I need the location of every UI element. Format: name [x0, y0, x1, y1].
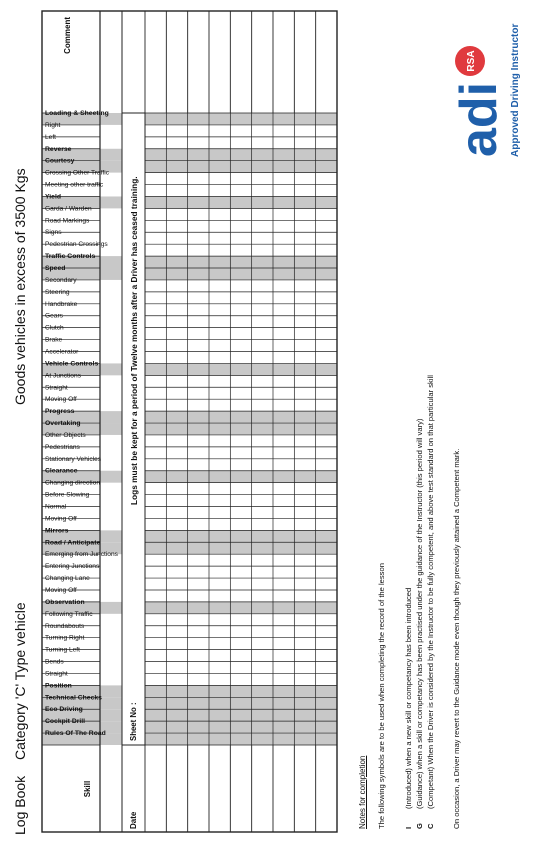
skill-label: Pedestrians [45, 443, 80, 451]
skill-label: Bends [45, 658, 64, 666]
symbol-i-text: (Introduced) when a new skill or competancy has been introduced [404, 587, 413, 809]
notes-intro: The following symbols are to be used when completing the record of the lesson [377, 563, 386, 829]
category-label: Reverse [45, 145, 72, 153]
skill-label: Turning Left [45, 646, 80, 654]
skill-label: Secondary [45, 276, 77, 284]
header-category: Category 'C' Type vehicle [12, 602, 28, 760]
header-goods-vehicles: Goods vehicles in excess of 3500 Kgs [12, 168, 28, 405]
category-column-fill [42, 709, 337, 721]
logo-tagline: Approved Driving Instructor [510, 23, 521, 157]
category-label: Loading & Sheeting [45, 110, 109, 117]
skill-label: Moving Off [45, 586, 77, 594]
skill-label: Clutch [45, 324, 64, 332]
skill-label: Brake [45, 336, 63, 344]
sheet-label: Sheet No : [129, 702, 138, 741]
category-label: Mirrors [45, 527, 69, 535]
symbol-g: G [415, 823, 424, 829]
category-label: Clearance [45, 467, 78, 475]
category-label: Road / Anticipate [45, 539, 101, 547]
skill-label: Changing Lane [45, 575, 90, 583]
skill-label: Moving Off [45, 515, 77, 523]
skill-label: Right [45, 121, 61, 129]
skill-label: Meeting other traffic [45, 181, 104, 189]
skill-label: Gears [45, 312, 63, 320]
comment-header: Comment [63, 17, 72, 54]
skill-label: Before Slowing [45, 491, 90, 499]
category-column-fill [42, 423, 337, 435]
skill-label: Following Traffic [45, 610, 93, 618]
date-label: Date [129, 811, 138, 829]
category-column-fill [42, 149, 337, 161]
adi-logo [440, 17, 530, 217]
skill-label: Left [45, 133, 56, 141]
category-column-fill [42, 268, 337, 280]
category-label: Observation [45, 598, 85, 606]
skill-label: Signs [45, 229, 62, 237]
skill-label: Straight [45, 670, 68, 678]
logo-badge-text: RSA [466, 50, 477, 72]
skill-label: Turning Right [45, 634, 85, 642]
category-label: Progress [45, 408, 75, 416]
skill-label: Entering Junctions [45, 563, 100, 571]
category-label: Technical Checks [45, 694, 102, 702]
category-label: Overtaking [45, 420, 81, 428]
skill-label: Road Markings [45, 217, 90, 225]
category-label: Vehicle Controls [45, 360, 99, 368]
skill-label: Normal [45, 503, 67, 511]
header-logbook: Log Book [12, 775, 28, 835]
skill-label: At Junctions [45, 372, 81, 380]
adi-logo-mark [440, 17, 530, 217]
training-banner: Logs must be kept for a period of Twelve months after a Driver has ceased training. [129, 176, 139, 505]
category-label: Eco Driving [45, 706, 83, 714]
skill-label: Garda / Warden [45, 205, 92, 213]
category-label: Yield [45, 193, 61, 201]
skill-label: Emerging from Junctions [45, 551, 118, 559]
skill-label: Stationary Vehicles [45, 455, 102, 463]
skill-label: Handbrake [45, 300, 78, 308]
skill-label: Pedestrian Crossings [45, 241, 108, 249]
skill-label: Crossing Other Traffic [45, 169, 110, 177]
category-label: Position [45, 682, 72, 690]
skill-label: Straight [45, 384, 68, 392]
skill-label: Changing direction [45, 479, 100, 487]
category-label: Traffic Controls [45, 253, 96, 261]
symbol-c-text: (Competant) When the Driver is considered by the Instructor to be fully competent, and above test standard on that particular skill [426, 375, 435, 809]
category-label: Courtesy [45, 157, 75, 165]
symbol-i: I [404, 826, 413, 829]
logo-mark-text: adi [450, 81, 508, 157]
skill-label: Accelerator [45, 348, 79, 356]
symbol-c: C [426, 823, 435, 829]
skill-label: Other Objects [45, 431, 86, 439]
skill-label: Steering [45, 288, 70, 296]
category-label: Rules Of The Road [45, 730, 106, 738]
skill-label: Roundabouts [45, 622, 85, 630]
symbol-g-text: (Guidance) when a skill or competancy has been practised under the guidance of the Instructor (this period will vary) [415, 418, 424, 809]
category-label: Cockpit Drill [45, 718, 86, 726]
notes-footer: On occasion, a Driver may revert to the Guidance mode even though they previously attained a Competent mark. [452, 448, 461, 829]
skill-label: Moving Off [45, 396, 77, 404]
category-column-fill [42, 411, 337, 423]
skill-header: Skill [83, 780, 92, 798]
notes-title: Notes for completion [358, 755, 367, 829]
category-label: Speed [45, 265, 66, 273]
